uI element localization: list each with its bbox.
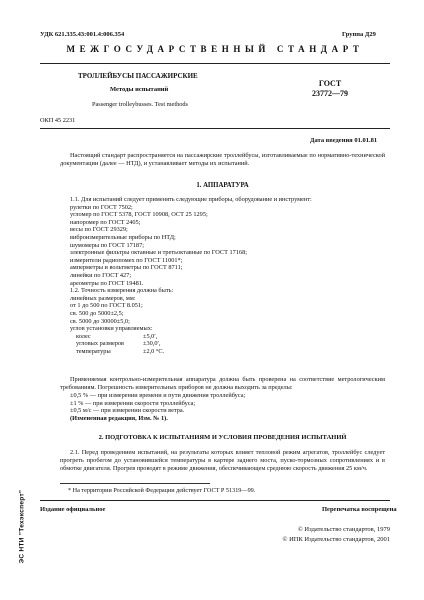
section-1-body xyxy=(60,196,385,355)
tolerance-row xyxy=(70,340,385,348)
intro-paragraph: Настоящий стандарт распространяется на пассажирские троллейбусы, изготавливаемые по нормативно-технической документации (далее — НТД), и устанавливает методы их испытаний. xyxy=(60,152,385,168)
tolerance-name: температуры xyxy=(76,347,111,355)
error-limits-list xyxy=(60,392,385,422)
udk-code: УДК 621.335.43:001.4:006.354 xyxy=(40,31,125,38)
list-item: рулетки по ГОСТ 7502; xyxy=(70,203,133,211)
list-item: виброизмерительные приборы по НТД; xyxy=(70,233,176,241)
copyright-2001: © ИПК Издательство стандартов, 2001 xyxy=(282,536,390,543)
document-title: ТРОЛЛЕЙБУСЫ ПАССАЖИРСКИЕ xyxy=(78,72,198,80)
tolerance-row xyxy=(70,333,385,341)
list-item: угломер по ГОСТ 5378, ГОСТ 10908, ОСТ 25 1295; xyxy=(70,211,208,219)
tolerance-row xyxy=(70,348,385,356)
list-item: измерители радиопомех по ГОСТ 11001*; xyxy=(70,256,183,264)
list-item: ареометры по ГОСТ 19481. xyxy=(70,279,144,287)
list-item: св. 5000 до 30000±5,0; xyxy=(70,317,130,325)
group-code: Группа Д29 xyxy=(342,31,376,38)
title-rule xyxy=(40,128,390,129)
list-item: весы по ГОСТ 29329; xyxy=(70,226,128,234)
list-item: шумомеры по ГОСТ 17187; xyxy=(70,241,144,249)
apparatus-paragraph: Применяемая контрольно-измерительная аппаратура должна быть проверена на соответствие метрологическим требованиям. Погрешность измерительных приборов не должна выходить за пределы: xyxy=(60,376,385,391)
clause-2-1: 2.1. Перед проведением испытаний, на результаты которых влияет тепловой режим агрегатов, троллейбус следует прогреть пробегом до установившейся температуры в картере заднего моста, пуско-тормозных сопротивлениях и в обмотке двигателя. Прогрев проводят в режиме движения, обеспечивающем среднюю скорость движения 25 км/ч. xyxy=(60,449,385,472)
clause-1-1: 1.1. Для испытаний следует применять следующие приборы, оборудование и инструмент: xyxy=(70,196,312,203)
document-subtitle: Методы испытаний xyxy=(110,86,169,93)
list-item: ±0,5 % — при измерении времени и пути движения троллейбуса; xyxy=(70,392,246,399)
list-item: углов установки управляемых: xyxy=(70,325,153,333)
list-item: от 1 до 500 по ГОСТ 8.051; xyxy=(70,302,143,310)
tolerance-value: ±30,0′, xyxy=(143,340,161,348)
list-item: напоромер по ГОСТ 2405; xyxy=(70,218,141,226)
list-item: св. 500 до 5000±2,5; xyxy=(70,309,124,317)
clause-1-2: 1.2. Точность измерения должна быть: xyxy=(70,287,174,295)
english-title: Passenger trolleybusses. Test methods xyxy=(92,101,188,108)
list-item: ±0,5 м/с — при измерении скорости ветра. xyxy=(70,407,185,415)
footer-rule xyxy=(40,500,390,501)
list-item: ±1 % — при измерении скорости троллейбуса; xyxy=(70,399,196,407)
tolerance-value: ±2,0 °С. xyxy=(143,347,165,355)
okp-code: ОКП 45 2231 xyxy=(40,117,76,124)
amendment-note: (Измененная редакция, Изм. № 1). xyxy=(70,414,168,422)
list-item: амперметры и вольтметры по ГОСТ 8711; xyxy=(70,264,183,272)
copyright-1979: © Издательство стандартов, 1979 xyxy=(297,526,390,533)
list-item: линейных размеров, мм: xyxy=(70,294,136,302)
footnote-rule xyxy=(60,483,210,484)
reprint-prohibited: Перепечатка воспрещена xyxy=(322,506,397,513)
side-stamp: ЭС НТИ "Техэксперт" xyxy=(18,489,26,564)
tolerance-name: угловых размеров xyxy=(76,340,125,348)
list-item: электронные фильтры октавные и третьоктавные по ГОСТ 17168; xyxy=(70,249,248,257)
gost-number: 23772—79 xyxy=(312,89,348,98)
gost-label: ГОСТ xyxy=(318,79,342,88)
footnote: * На территории Российской Федерации действует ГОСТ Р 51319—99. xyxy=(68,487,256,494)
interstate-standard-banner: МЕЖГОСУДАРСТВЕННЫЙ СТАНДАРТ xyxy=(66,44,364,54)
section-2-heading: 2. ПОДГОТОВКА К ИСПЫТАНИЯМ И УСЛОВИЯ ПРОВЕДЕНИЯ ИСПЫТАНИЙ xyxy=(98,434,347,441)
tolerance-name: колес xyxy=(76,332,91,340)
official-edition: Издание официальное xyxy=(40,506,106,513)
list-item: линейки по ГОСТ 427; xyxy=(70,271,132,279)
section-1-heading: 1. АППАРАТУРА xyxy=(196,182,249,189)
banner-rule xyxy=(40,63,390,64)
tolerance-value: ±5,0′, xyxy=(143,332,158,340)
effective-date: Дата введения 01.01.81 xyxy=(310,137,378,144)
